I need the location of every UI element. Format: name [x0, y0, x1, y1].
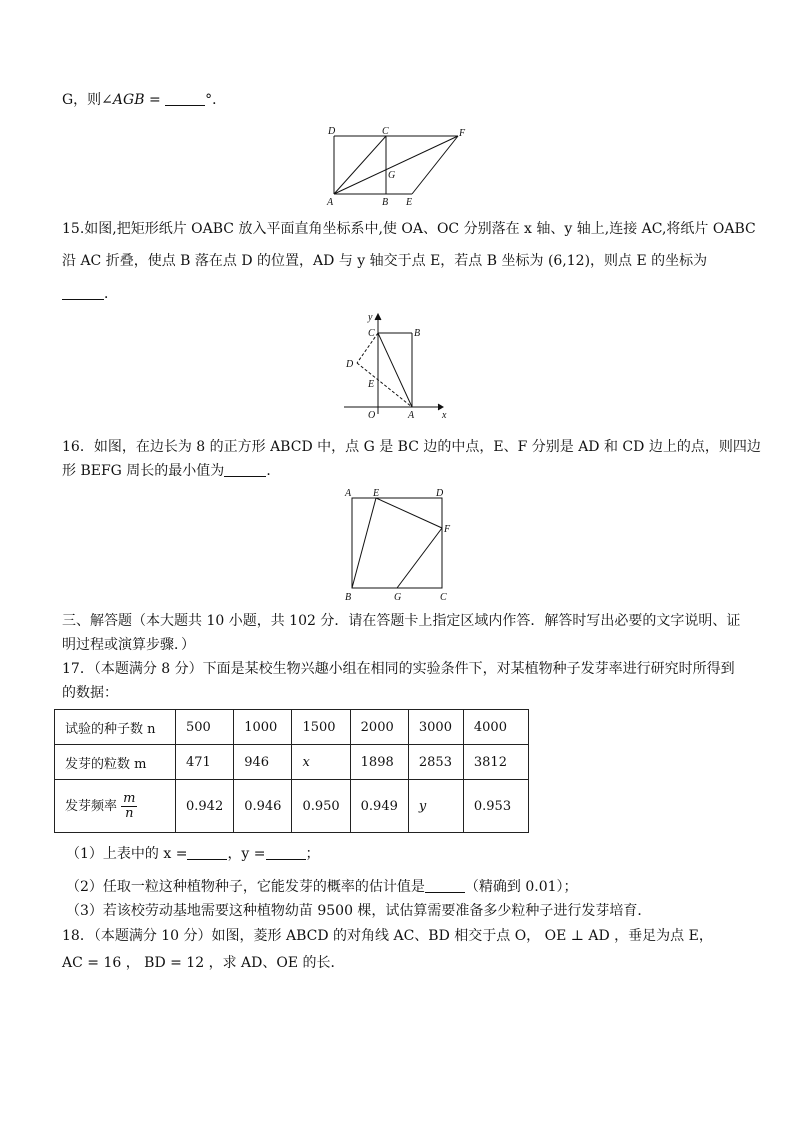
q18-line1: 18．（本题满分 10 分）如图，菱形 ABCD 的对角线 AC、BD 相交于点 O， OE ⊥ AD ，垂足为点 E， [62, 928, 713, 944]
q16-line1: 16．如图，在边长为 8 的正方形 ABCD 中，点 G 是 BC 边的中点，E、F 分别是 AD 和 CD 边上的点，则四边 [62, 439, 761, 455]
table-cell: 1898 [350, 745, 408, 780]
q15-line1: 15.如图,把矩形纸片 OABC 放入平面直角坐标系中,使 OA、OC 分别落在 x 轴、y 轴上,连接 AC,将纸片 OABC [62, 221, 756, 237]
figure-q14 [322, 124, 472, 208]
fig3-label-e: E [373, 488, 380, 499]
fig3-label-a: A [345, 488, 352, 499]
fig1-label-c: C [382, 126, 389, 137]
table-cell: 0.953 [463, 780, 528, 833]
table-cell: 1000 [234, 710, 292, 745]
q14-angle: AGB [112, 92, 145, 108]
table-cell: x [292, 745, 350, 780]
table-cell: y [408, 780, 463, 833]
table-row [55, 780, 529, 833]
q16-line2 [62, 461, 280, 481]
figure-q16 [340, 486, 456, 602]
q14-answer-blank[interactable] [165, 91, 205, 106]
q17-sub2 [66, 877, 578, 897]
table-cell: 3812 [463, 745, 528, 780]
q14-answer-line [62, 90, 226, 110]
fig2-segment-da [357, 363, 412, 407]
q18-line2: AC = 16 ， BD = 12 ，求 AD、OE 的长． [62, 955, 345, 971]
table-row [55, 710, 529, 745]
fig3-segment-fg [397, 528, 442, 588]
fig2-segment-ca [378, 333, 412, 407]
q15-end: ． [104, 286, 118, 302]
table-cell: 500 [176, 710, 234, 745]
fig3-label-c: C [440, 592, 447, 602]
frequency-fraction [121, 792, 137, 821]
fig2-label-x: x [442, 410, 447, 421]
q17-sub1-end: ； [305, 846, 320, 862]
q14-end: °． [205, 92, 227, 108]
fig1-label-f: F [459, 128, 466, 139]
table-cell: 0.949 [350, 780, 408, 833]
fig1-label-a: A [327, 197, 334, 208]
table-cell: 4000 [463, 710, 528, 745]
q17-x-blank[interactable] [187, 845, 227, 860]
row3-label-text: 发芽频率 [65, 798, 118, 814]
table-cell: 1500 [292, 710, 350, 745]
q14-equals: = [144, 92, 166, 108]
fig3-square-abcd [352, 498, 442, 588]
fig1-segment-af [334, 136, 458, 194]
fraction-numerator: m [123, 790, 136, 806]
q15-line2: 沿 AC 折叠，使点 B 落在点 D 的位置，AD 与 y 轴交于点 E，若点 B 坐标为 (6,12)，则点 E 的坐标为 [62, 253, 708, 269]
table-cell: 0.942 [176, 780, 234, 833]
fig1-label-e: E [406, 197, 413, 208]
figure-q15 [338, 310, 456, 422]
fig2-label-a: A [408, 410, 415, 421]
q17-sub1-prefix: （1）上表中的 x = [66, 846, 188, 862]
q17-sub3: （3）若该校劳动基地需要这种植物幼苗 9500 棵，试估算需要准备多少粒种子进行发芽培育． [66, 903, 652, 919]
table-cell: 0.950 [292, 780, 350, 833]
table-row [55, 745, 529, 780]
table-cell: 2000 [350, 710, 408, 745]
fig2-label-b: B [414, 328, 421, 339]
fig2-y-arrow [375, 314, 381, 320]
q17-sub1-mid: ，y = [227, 846, 266, 862]
row2-label: 发芽的粒数 m [55, 745, 176, 780]
table-cell: 3000 [408, 710, 463, 745]
section3-line1: 三、解答题（本大题共 10 小题，共 102 分．请在答题卡上指定区域内作答．解答时写出必要的文字说明、证 [62, 613, 741, 629]
q14-prefix: G，则∠ [62, 92, 113, 108]
fig3-segment-ef [376, 498, 442, 528]
fig3-label-g: G [394, 592, 402, 602]
fig1-label-b: B [382, 197, 389, 208]
row3-label [55, 780, 176, 833]
fig2-label-e: E [368, 379, 375, 390]
fig2-label-d: D [346, 359, 354, 370]
q15-answer-line [62, 284, 118, 304]
fig2-label-o: O [368, 410, 376, 421]
fig3-label-f: F [444, 524, 451, 535]
q17-sub2-end: （精确到 0.01）； [464, 879, 578, 895]
q17-y-blank[interactable] [266, 845, 306, 860]
fraction-denominator: n [125, 805, 134, 821]
row1-label: 试验的种子数 n [55, 710, 176, 745]
q17-sub1 [66, 844, 320, 864]
fig1-segment-ac [334, 136, 386, 194]
table-cell: 946 [234, 745, 292, 780]
table-cell: 471 [176, 745, 234, 780]
fig3-segment-be [352, 498, 376, 588]
fig2-label-y: y [368, 312, 373, 323]
q17-probability-blank[interactable] [425, 878, 465, 893]
q16-answer-blank[interactable] [224, 462, 266, 477]
fig2-label-c: C [368, 328, 375, 339]
table-cell: 0.946 [234, 780, 292, 833]
fig3-label-b: B [345, 592, 352, 602]
q15-answer-blank[interactable] [62, 285, 104, 300]
table-cell: 2853 [408, 745, 463, 780]
fig3-label-d: D [436, 488, 444, 499]
section3-line2: 明过程或演算步骤．） [62, 637, 195, 653]
q16-end: ． [266, 463, 281, 479]
q16-line2-prefix: 形 BEFG 周长的最小值为 [62, 463, 225, 479]
q17-line1: 17．（本题满分 8 分）下面是某校生物兴趣小组在相同的实验条件下，对某植物种子发芽率进行研究时所得到 [62, 661, 735, 677]
fig1-label-d: D [328, 126, 336, 137]
fig1-label-g: G [388, 170, 396, 181]
q17-sub2-prefix: （2）任取一粒这种植物种子，它能发芽的概率的估计值是 [66, 879, 425, 895]
q17-data-table [54, 709, 529, 833]
fig1-segment-ef [412, 136, 458, 194]
q17-line2: 的数据： [62, 685, 118, 701]
